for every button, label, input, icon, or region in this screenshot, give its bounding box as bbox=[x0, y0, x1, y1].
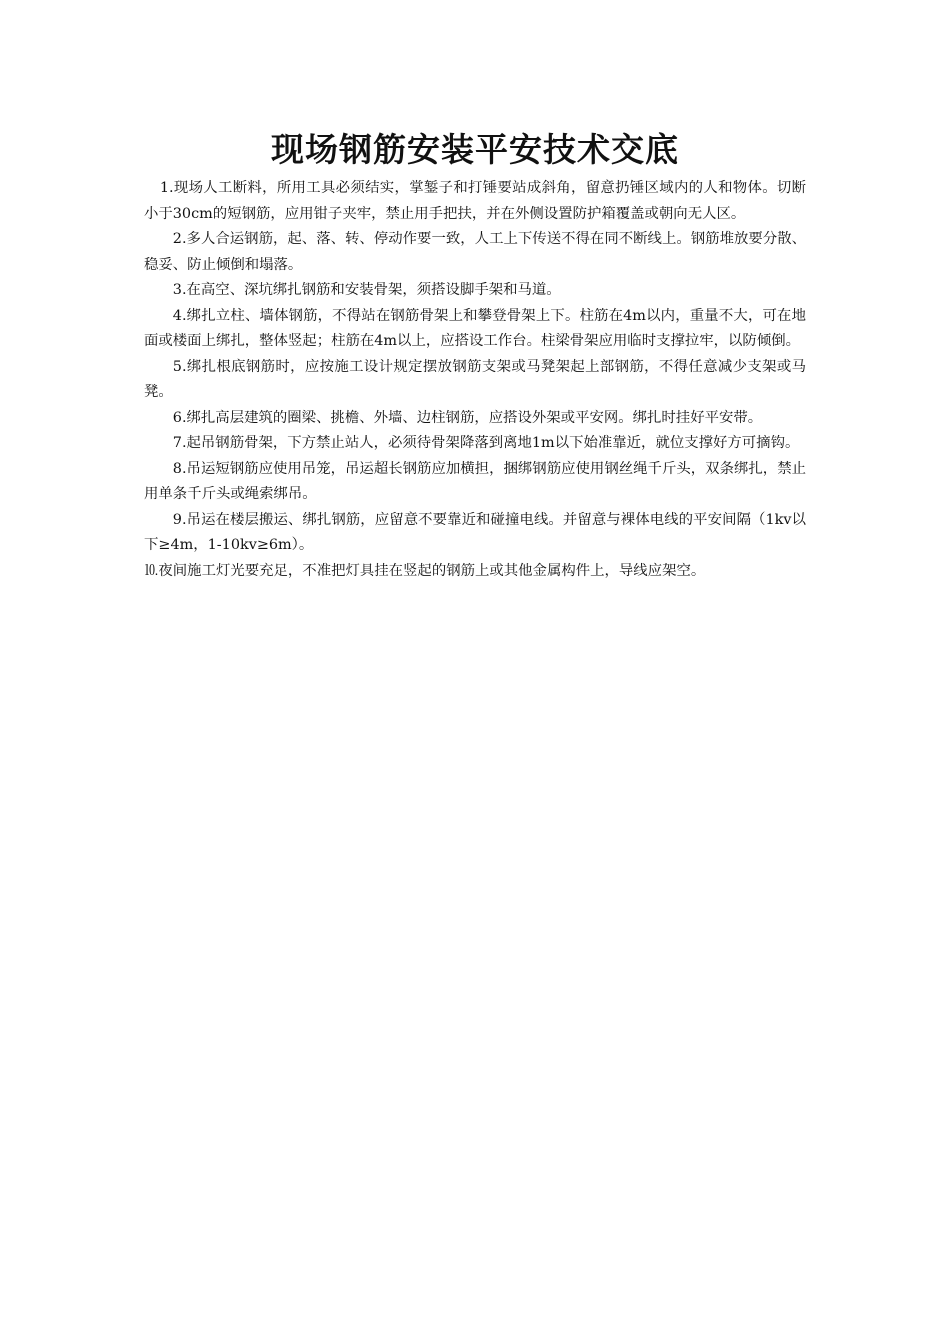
paragraph-item-6: 6.绑扎高层建筑的圈梁、挑檐、外墙、边柱钢筋，应搭设外架或平安网。绑扎时挂好平安带。 bbox=[172, 409, 763, 426]
paragraph-item-1: 1.现场人工断料，所用工具必须结实，掌錾子和打锤要站成斜角，留意扔锤区域内的人和物体。切断小于30cm的短钢筋，应用钳子夹牢，禁止用手把扶，并在外侧设置防护箱覆盖或朝向无人区。 bbox=[144, 180, 806, 222]
paragraph-item-9: 9.吊运在楼层搬运、绑扎钢筋，应留意不要靠近和碰撞电线。并留意与裸体电线的平安间隔（1kv以下≥4m，1-10kv≥6m）。 bbox=[144, 511, 806, 553]
paragraph-item-8: 8.吊运短钢筋应使用吊笼，吊运超长钢筋应加横担，捆绑钢筋应使用钢丝绳千斤头，双条绑扎，禁止用单条千斤头或绳索绑吊。 bbox=[144, 460, 806, 502]
document-page bbox=[144, 126, 806, 584]
paragraph-item-5: 5.绑扎根底钢筋时，应按施工设计规定摆放钢筋支架或马凳架起上部钢筋，不得任意减少支架或马凳。 bbox=[144, 358, 806, 400]
document-title: 现场钢筋安装平安技术交底 bbox=[271, 130, 679, 169]
paragraph-item-3: 3.在高空、深坑绑扎钢筋和安装骨架，须搭设脚手架和马道。 bbox=[172, 282, 561, 298]
paragraph-item-2: 2.多人合运钢筋，起、落、转、停动作要一致，人工上下传送不得在同不断线上。钢筋堆放要分散、稳妥、防止倾倒和塌落。 bbox=[144, 231, 806, 273]
paragraph-item-10: ⒑夜间施工灯光要充足，不准把灯具挂在竖起的钢筋上或其他金属构件上，导线应架空。 bbox=[144, 562, 706, 579]
document-body bbox=[144, 176, 806, 584]
paragraph-item-7: 7.起吊钢筋骨架，下方禁止站人，必须待骨架降落到离地1m以下始准靠近，就位支撑好方可摘钩。 bbox=[172, 435, 800, 451]
paragraph-item-4: 4.绑扎立柱、墙体钢筋，不得站在钢筋骨架上和攀登骨架上下。柱筋在4m以内，重量不大，可在地面或楼面上绑扎，整体竖起；柱筋在4m以上，应搭设工作台。柱梁骨架应用临时支撑拉牢，以防倾倒。 bbox=[144, 307, 806, 349]
